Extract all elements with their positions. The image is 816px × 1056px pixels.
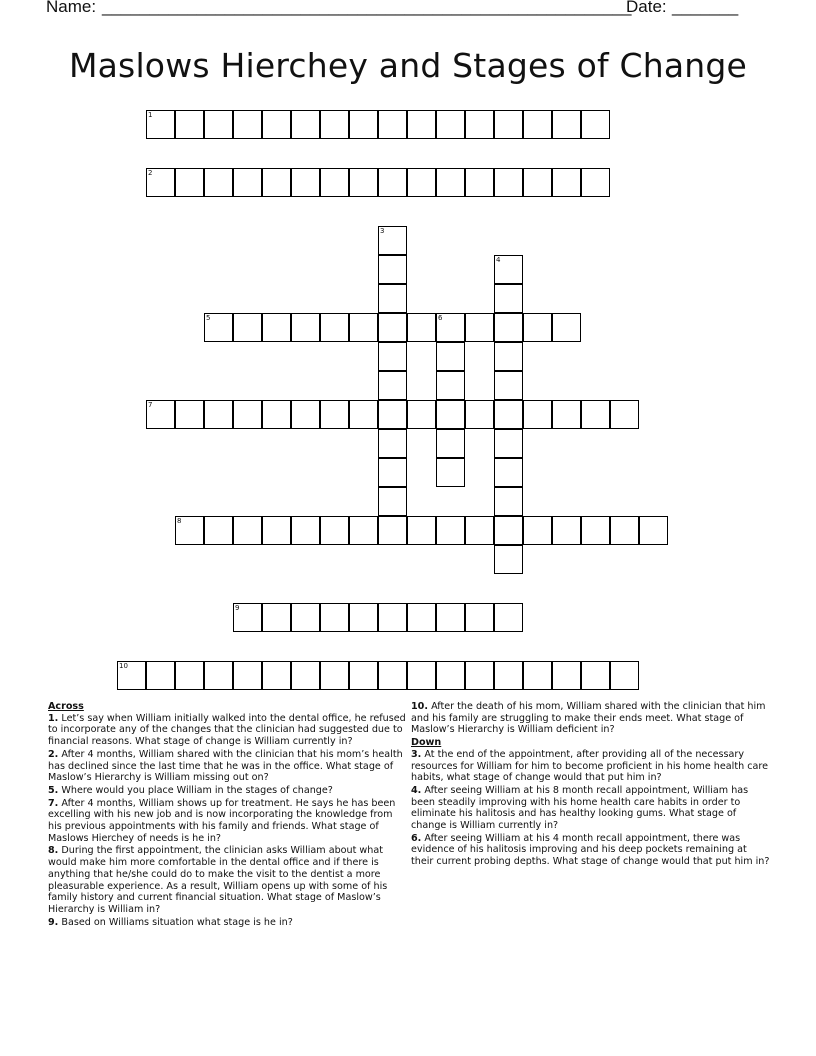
grid-cell[interactable] — [378, 458, 407, 487]
clue-number: 8 — [177, 517, 182, 525]
clue-number: 4 — [496, 256, 501, 264]
clue-number: 2 — [148, 169, 153, 177]
grid-cell[interactable] — [291, 516, 320, 545]
grid-cell[interactable] — [465, 400, 494, 429]
grid-cell[interactable] — [494, 400, 523, 429]
grid-cell[interactable] — [552, 516, 581, 545]
grid-cell[interactable] — [204, 661, 233, 690]
grid-cell[interactable] — [436, 661, 465, 690]
grid-cell[interactable] — [117, 661, 146, 690]
grid-cell[interactable] — [291, 400, 320, 429]
grid-cell[interactable] — [175, 661, 204, 690]
grid-cell[interactable] — [523, 516, 552, 545]
clues-left-column — [48, 701, 408, 929]
grid-cell[interactable] — [494, 371, 523, 400]
clues-right-column — [411, 701, 771, 869]
grid-cell[interactable] — [407, 168, 436, 197]
grid-cell[interactable] — [146, 661, 175, 690]
grid-cell[interactable] — [349, 661, 378, 690]
name-blank[interactable]: ________________________________________________________ — [102, 0, 632, 16]
grid-cell[interactable] — [494, 661, 523, 690]
grid-cell[interactable] — [436, 400, 465, 429]
grid-cell[interactable] — [552, 313, 581, 342]
grid-cell[interactable] — [581, 110, 610, 139]
clue-across-10: 10. After the death of his mom, William shared with the clinician that him and his family are struggling to make their ends meet. What stage of Maslow’s Hierarchy is William deficient in? — [411, 701, 766, 736]
clue-number: 1 — [148, 111, 153, 119]
grid-cell[interactable] — [204, 516, 233, 545]
grid-cell[interactable] — [552, 168, 581, 197]
grid-cell[interactable] — [581, 516, 610, 545]
clue-across-9: 9. Based on Williams situation what stage is he in? — [48, 916, 293, 928]
grid-cell[interactable] — [349, 168, 378, 197]
grid-cell[interactable] — [233, 661, 262, 690]
grid-cell[interactable] — [407, 110, 436, 139]
grid-cell[interactable] — [523, 400, 552, 429]
name-label: Name: — [46, 0, 97, 16]
clue-across-5: 5. Where would you place William in the stages of change? — [48, 784, 333, 796]
grid-cell[interactable] — [581, 400, 610, 429]
grid-cell[interactable] — [233, 168, 262, 197]
grid-cell[interactable] — [523, 661, 552, 690]
grid-cell[interactable] — [175, 168, 204, 197]
grid-cell[interactable] — [552, 110, 581, 139]
grid-cell[interactable] — [146, 110, 175, 139]
grid-cell[interactable] — [175, 400, 204, 429]
grid-cell[interactable] — [523, 313, 552, 342]
grid-cell[interactable] — [262, 313, 291, 342]
grid-cell[interactable] — [436, 458, 465, 487]
grid-cell[interactable] — [378, 168, 407, 197]
grid-cell[interactable] — [494, 487, 523, 516]
grid-cell[interactable] — [378, 342, 407, 371]
grid-cell[interactable] — [436, 313, 465, 342]
grid-cell[interactable] — [610, 400, 639, 429]
grid-cell[interactable] — [552, 661, 581, 690]
clue-number: 3 — [380, 227, 385, 235]
grid-cell[interactable] — [494, 168, 523, 197]
clue-number: 7 — [148, 401, 153, 409]
grid-cell[interactable] — [494, 110, 523, 139]
clue-down-6: 6. After seeing William at his 4 month recall appointment, there was evidence of his halitosis improving and his deep pockets remaining at their current probing depths. What stage of change would that put him in? — [411, 832, 770, 868]
grid-cell[interactable] — [639, 516, 668, 545]
grid-cell[interactable] — [494, 313, 523, 342]
grid-cell[interactable] — [378, 661, 407, 690]
grid-cell[interactable] — [349, 603, 378, 632]
grid-cell[interactable] — [233, 400, 262, 429]
grid-cell[interactable] — [146, 168, 175, 197]
grid-cell[interactable] — [494, 429, 523, 458]
grid-cell[interactable] — [320, 661, 349, 690]
grid-cell[interactable] — [262, 400, 291, 429]
grid-cell[interactable] — [262, 110, 291, 139]
grid-cell[interactable] — [581, 168, 610, 197]
grid-cell[interactable] — [378, 371, 407, 400]
grid-cell[interactable] — [407, 516, 436, 545]
grid-cell[interactable] — [320, 168, 349, 197]
grid-cell[interactable] — [320, 400, 349, 429]
grid-cell[interactable] — [262, 168, 291, 197]
grid-cell[interactable] — [262, 661, 291, 690]
date-label: Date: — [626, 0, 667, 16]
grid-cell[interactable] — [175, 516, 204, 545]
grid-cell[interactable] — [291, 661, 320, 690]
date-blank[interactable]: _______ — [672, 0, 739, 16]
grid-cell[interactable] — [262, 603, 291, 632]
grid-cell[interactable] — [378, 400, 407, 429]
grid-cell[interactable] — [436, 516, 465, 545]
grid-cell[interactable] — [465, 168, 494, 197]
grid-cell[interactable] — [233, 110, 262, 139]
grid-cell[interactable] — [494, 255, 523, 284]
grid-cell[interactable] — [436, 168, 465, 197]
clue-across-8: 8. During the first appointment, the clinician asks William about what would make him more comfortable in the dental office and if there is anything that he/she could do to make the visit to the dentist a more pleasurable experience. As a result, William opens up with some of his family history and current financial situation. What stage of Maslow’s Hierarchy is William in? — [48, 845, 388, 915]
grid-cell[interactable] — [407, 313, 436, 342]
grid-cell[interactable] — [378, 226, 407, 255]
grid-cell[interactable] — [407, 603, 436, 632]
grid-cell[interactable] — [494, 458, 523, 487]
grid-cell[interactable] — [378, 255, 407, 284]
grid-cell[interactable] — [378, 603, 407, 632]
clue-number: 10 — [119, 662, 128, 670]
grid-cell[interactable] — [378, 429, 407, 458]
puzzle-title: Maslows Hierchey and Stages of Change — [68, 46, 748, 85]
grid-cell[interactable] — [233, 516, 262, 545]
grid-cell[interactable] — [436, 429, 465, 458]
grid-cell[interactable] — [465, 603, 494, 632]
grid-cell[interactable] — [320, 110, 349, 139]
grid-cell[interactable] — [378, 516, 407, 545]
grid-cell[interactable] — [320, 516, 349, 545]
grid-cell[interactable] — [204, 110, 233, 139]
grid-cell[interactable] — [233, 603, 262, 632]
grid-cell[interactable] — [523, 110, 552, 139]
grid-cell[interactable] — [465, 110, 494, 139]
across-heading: Across — [48, 701, 84, 712]
grid-cell[interactable] — [465, 516, 494, 545]
clue-across-2: 2. After 4 months, William shared with the clinician that his mom’s health has declined since the last time that he was in the office. What stage of Maslow’s Hierarchy is William missing out on? — [48, 748, 403, 784]
grid-cell[interactable] — [291, 168, 320, 197]
grid-cell[interactable] — [291, 313, 320, 342]
grid-cell[interactable] — [552, 400, 581, 429]
grid-cell[interactable] — [436, 371, 465, 400]
grid-cell[interactable] — [581, 661, 610, 690]
grid-cell[interactable] — [349, 516, 378, 545]
clue-across-1: 1. Let’s say when William initially walked into the dental office, he refused to incorporate any of the changes that the clinician had suggested due to financial reasons. What stage of change is William currently in? — [48, 712, 406, 748]
grid-cell[interactable] — [349, 313, 378, 342]
grid-cell[interactable] — [378, 487, 407, 516]
grid-cell[interactable] — [610, 516, 639, 545]
grid-cell[interactable] — [204, 400, 233, 429]
clue-number: 9 — [235, 604, 240, 612]
grid-cell[interactable] — [378, 110, 407, 139]
grid-cell[interactable] — [610, 661, 639, 690]
grid-cell[interactable] — [349, 400, 378, 429]
grid-cell[interactable] — [146, 400, 175, 429]
grid-cell[interactable] — [465, 661, 494, 690]
grid-cell[interactable] — [436, 110, 465, 139]
clue-across-7: 7. After 4 months, William shows up for treatment. He says he has been excelling with his new job and is now incorporating the knowledge from his previous appointments with his family and friends. What stage of Maslows Hierchey of needs is he in? — [48, 797, 396, 844]
grid-cell[interactable] — [523, 168, 552, 197]
grid-cell[interactable] — [233, 313, 262, 342]
grid-cell[interactable] — [175, 110, 204, 139]
clue-number: 5 — [206, 314, 211, 322]
grid-cell[interactable] — [494, 603, 523, 632]
grid-cell[interactable] — [320, 603, 349, 632]
grid-cell[interactable] — [349, 110, 378, 139]
grid-cell[interactable] — [494, 342, 523, 371]
grid-cell[interactable] — [204, 313, 233, 342]
grid-cell[interactable] — [378, 313, 407, 342]
grid-cell[interactable] — [494, 516, 523, 545]
grid-cell[interactable] — [320, 313, 349, 342]
grid-cell[interactable] — [494, 284, 523, 313]
grid-cell[interactable] — [407, 661, 436, 690]
grid-cell[interactable] — [407, 400, 436, 429]
clue-down-4: 4. After seeing William at his 8 month recall appointment, William has been steadily improving with his home health care habits in order to eliminate his halitosis and has healthy looking gums. What stage of change is William currently in? — [411, 784, 749, 832]
grid-cell[interactable] — [204, 168, 233, 197]
grid-cell[interactable] — [465, 313, 494, 342]
clue-down-3: 3. At the end of the appointment, after providing all of the necessary resources for William for him to become proficient in his home health care habits, what stage of change would that put him in? — [411, 748, 769, 784]
down-heading: Down — [411, 737, 442, 749]
grid-cell[interactable] — [494, 545, 523, 574]
grid-cell[interactable] — [291, 603, 320, 632]
grid-cell[interactable] — [436, 603, 465, 632]
grid-cell[interactable] — [378, 284, 407, 313]
grid-cell[interactable] — [262, 516, 291, 545]
grid-cell[interactable] — [436, 342, 465, 371]
clue-number: 6 — [438, 314, 443, 322]
grid-cell[interactable] — [291, 110, 320, 139]
